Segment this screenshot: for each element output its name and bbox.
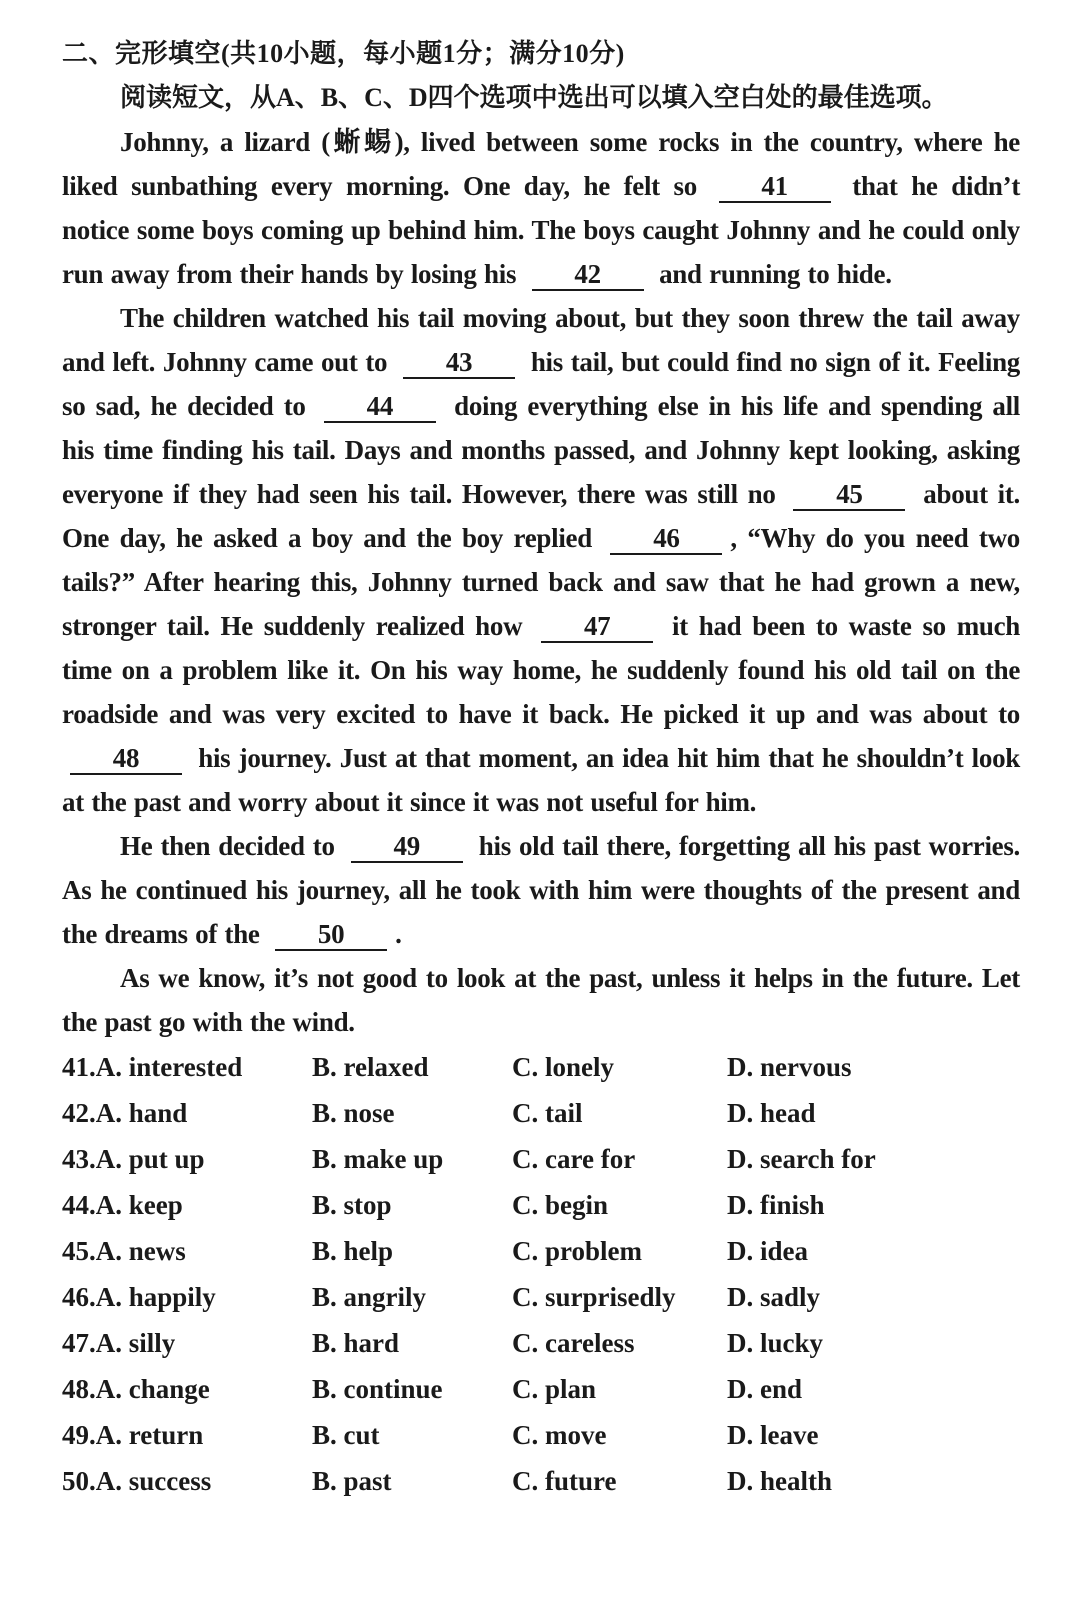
blank-49: 49: [351, 831, 463, 863]
passage-text: The children watched his tail moving about, but they soon threw the tail away and left. Johnny came out to: [62, 303, 1020, 377]
option-c: C. lonely: [512, 1052, 615, 1082]
blank-45: 45: [793, 479, 905, 511]
option-b: B. cut: [312, 1420, 380, 1450]
passage-text: his old tail there, forgetting all his past worries. As he continued his journey, all he took with him were thoughts of the present and the dreams of the: [62, 831, 1020, 949]
passage-paragraph-1: [62, 120, 1020, 296]
passage-text: .: [395, 919, 402, 949]
option-c: C. begin: [512, 1190, 609, 1220]
blank-47: 47: [541, 611, 653, 643]
option-d: D. end: [727, 1374, 803, 1404]
blank-44: 44: [324, 391, 436, 423]
passage-text: his journey. Just at that moment, an idea hit him that he shouldn’t look at the past and worry about it since it was not useful for him.: [62, 743, 1021, 817]
option-row-50: [62, 1458, 1020, 1504]
passage-text: Johnny, a lizard (蜥蜴), lived between some rocks in the country, where he liked sunbathing every morning. One day, he felt so: [62, 127, 1020, 201]
option-c: C. care for: [512, 1144, 636, 1174]
option-b: B. angrily: [312, 1282, 427, 1312]
option-a: 48.A. change: [62, 1374, 210, 1404]
option-d: D. nervous: [727, 1052, 852, 1082]
option-b: B. past: [312, 1466, 392, 1496]
option-a: 43.A. put up: [62, 1144, 205, 1174]
option-a: 47.A. silly: [62, 1328, 176, 1358]
option-a: 45.A. news: [62, 1236, 186, 1266]
option-c: C. problem: [512, 1236, 643, 1266]
option-c: C. surprisedly: [512, 1282, 676, 1312]
option-a: 41.A. interested: [62, 1052, 243, 1082]
passage-text: that he didn’t notice some boys coming up behind him. The boys caught Johnny and he could only run away from their hands by losing his: [62, 171, 1021, 289]
section-title: 二、完形填空(共10小题，每小题1分；满分10分): [62, 39, 625, 68]
option-row-43: [62, 1136, 1020, 1182]
option-a: 50.A. success: [62, 1466, 212, 1496]
option-c: C. careless: [512, 1328, 635, 1358]
option-b: B. help: [312, 1236, 394, 1266]
option-d: D. idea: [727, 1236, 808, 1266]
option-d: D. lucky: [727, 1328, 824, 1358]
passage-text: about it. One day, he asked a boy and the boy replied: [62, 479, 1020, 553]
option-row-42: [62, 1090, 1020, 1136]
option-d: D. finish: [727, 1190, 825, 1220]
option-b: B. nose: [312, 1098, 395, 1128]
option-d: D. search for: [727, 1144, 876, 1174]
option-c: C. future: [512, 1466, 617, 1496]
blank-41: 41: [719, 171, 831, 203]
option-row-49: [62, 1412, 1020, 1458]
blank-48: 48: [70, 743, 182, 775]
option-row-46: [62, 1274, 1020, 1320]
option-row-48: [62, 1366, 1020, 1412]
option-d: D. head: [727, 1098, 816, 1128]
passage-text: , “Why do you need two tails?” After hearing this, Johnny turned back and saw that he had grown a new, stronger tail. He suddenly realized how: [62, 523, 1020, 641]
passage-paragraph-3: [62, 824, 1020, 956]
passage-paragraph-2: [62, 296, 1020, 824]
passage-text: it had been to waste so much time on a problem like it. On his way home, he suddenly found his old tail on the roadside and was very excited to have it back. He picked it up and was about to: [62, 611, 1021, 729]
answer-options: [62, 1044, 1020, 1504]
passage-text: and running to hide.: [659, 259, 892, 289]
passage-text: doing everything else in his life and spending all his time finding his tail. Days and months passed, and Johnny kept looking, asking everyone if they had seen his tail. However, there was still no: [62, 391, 1021, 509]
blank-43: 43: [403, 347, 515, 379]
option-c: C. tail: [512, 1098, 583, 1128]
option-b: B. make up: [312, 1144, 444, 1174]
option-a: 46.A. happily: [62, 1282, 216, 1312]
blank-46: 46: [610, 523, 722, 555]
option-d: D. health: [727, 1466, 833, 1496]
passage-paragraph-4: [62, 956, 1020, 1044]
option-row-44: [62, 1182, 1020, 1228]
option-d: D. leave: [727, 1420, 819, 1450]
option-a: 49.A. return: [62, 1420, 204, 1450]
option-b: B. hard: [312, 1328, 400, 1358]
option-row-41: [62, 1044, 1020, 1090]
option-d: D. sadly: [727, 1282, 821, 1312]
section-instruction: 阅读短文，从A、B、C、D四个选项中选出可以填入空白处的最佳选项。: [120, 83, 948, 112]
option-c: C. move: [512, 1420, 607, 1450]
option-b: B. stop: [312, 1190, 392, 1220]
option-b: B. relaxed: [312, 1052, 429, 1082]
option-row-47: [62, 1320, 1020, 1366]
passage-text: He then decided to: [120, 831, 335, 861]
passage-text: his tail, but could find no sign of it. Feeling so sad, he decided to: [62, 347, 1020, 421]
blank-50: 50: [275, 919, 387, 951]
blank-42: 42: [532, 259, 644, 291]
option-b: B. continue: [312, 1374, 443, 1404]
option-c: C. plan: [512, 1374, 597, 1404]
option-a: 44.A. keep: [62, 1190, 183, 1220]
option-a: 42.A. hand: [62, 1098, 188, 1128]
option-row-45: [62, 1228, 1020, 1274]
passage-text: As we know, it’s not good to look at the past, unless it helps in the future. Let the past go with the wind.: [62, 963, 1020, 1037]
